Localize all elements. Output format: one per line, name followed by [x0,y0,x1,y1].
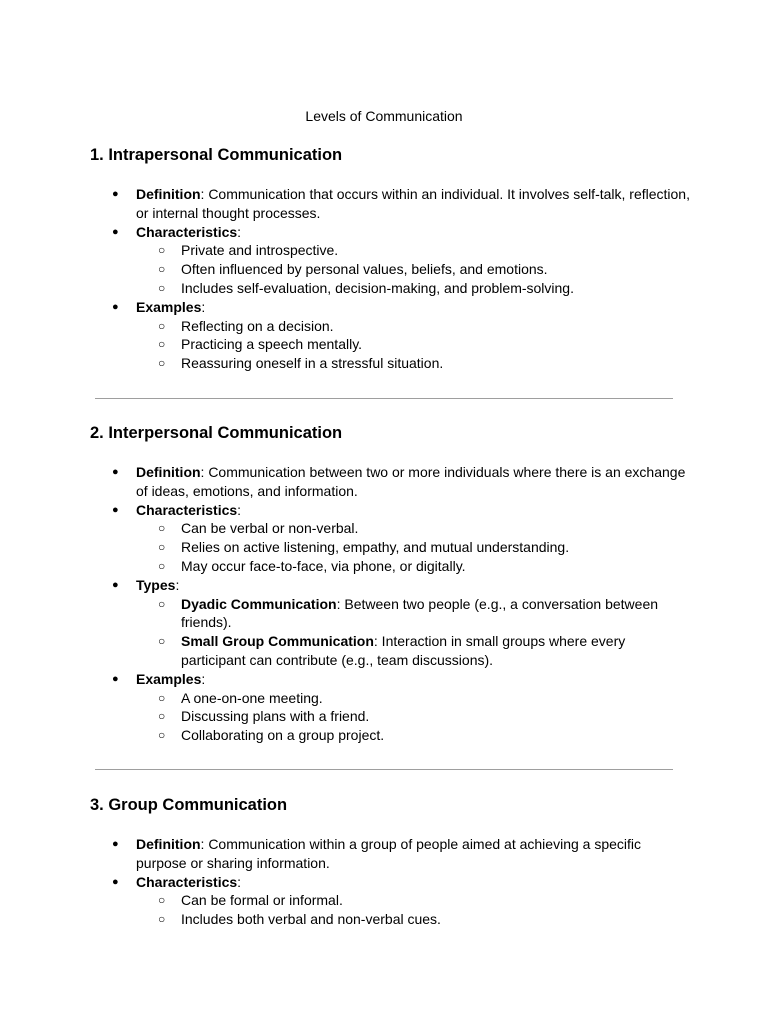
list-item [136,354,690,373]
list-item-definition [90,185,690,223]
characteristics-label: Characteristics [136,873,238,890]
section-interpersonal [90,422,690,745]
list-item-characteristics [90,223,690,298]
sub-list [136,519,690,575]
types-label: Types [136,576,176,593]
circle-bullet-icon: ○ [158,521,166,536]
bullet-icon: ● [112,578,119,591]
section-group [90,794,690,929]
bullet-icon: ● [112,672,119,685]
circle-bullet-icon: ○ [158,337,166,352]
circle-bullet-icon: ○ [158,262,166,277]
bullet-list [90,835,690,929]
circle-bullet-icon: ○ [158,540,166,555]
examples-label: Examples [136,298,202,315]
bullet-list [90,185,690,373]
sub-list [136,689,690,745]
characteristics-label: Characteristics [136,501,238,518]
characteristics-label: Characteristics [136,223,238,240]
circle-bullet-icon: ○ [158,709,166,724]
item-text: May occur face-to-face, via phone, or digitally. [181,557,466,574]
label-colon: : [237,223,242,240]
circle-bullet-icon: ○ [158,728,166,743]
item-text: Can be verbal or non-verbal. [181,520,359,537]
sub-list [136,317,690,373]
list-item-examples [90,298,690,373]
circle-bullet-icon: ○ [158,558,166,573]
list-item-examples [90,670,690,745]
item-text: : Interaction in small groups where every participant can contribute (e.g., team discussions). [181,633,626,668]
item-text: A one-on-one meeting. [181,689,323,706]
definition-text: : Communication within a group of people aimed at achieving a specific purpose or sharing information. [136,836,642,871]
item-text: Can be formal or informal. [181,892,343,909]
list-item [136,260,690,279]
examples-label: Examples [136,670,202,687]
section-heading: 1. Intrapersonal Communication [90,146,343,164]
item-text: Often influenced by personal values, beliefs, and emotions. [181,261,548,278]
sub-list [136,241,690,297]
definition-label: Definition [136,464,201,480]
circle-bullet-icon: ○ [158,893,166,908]
sub-list [136,891,690,929]
item-text: Collaborating on a group project. [181,727,385,744]
horizontal-divider [95,769,673,770]
list-item [136,241,690,260]
definition-text: : Communication that occurs within an individual. It involves self-talk, reflection, or internal thought processes. [136,186,690,221]
item-text: Practicing a speech mentally. [181,336,363,353]
circle-bullet-icon: ○ [158,243,166,258]
circle-bullet-icon: ○ [158,356,166,371]
circle-bullet-icon: ○ [158,634,166,649]
list-item [136,726,690,745]
bullet-icon: ● [112,838,119,850]
section-heading: 2. Interpersonal Communication [90,424,343,442]
list-item-definition [90,463,690,501]
list-item [136,595,690,633]
list-item-definition [90,835,690,873]
circle-bullet-icon: ○ [158,318,166,333]
type-label: Dyadic Communication [181,595,337,612]
bullet-icon: ● [112,188,119,200]
document-title: Levels of Communication [305,108,463,124]
circle-bullet-icon: ○ [158,912,166,927]
item-text: Discussing plans with a friend. [181,708,370,725]
item-text: Reflecting on a decision. [181,317,334,334]
item-text: Relies on active listening, empathy, and mutual understanding. [181,539,570,556]
item-text: : Between two people (e.g., a conversation between friends). [181,595,659,631]
bullet-list [90,463,690,745]
item-text: Includes both verbal and non-verbal cues. [181,911,441,928]
list-item [136,707,690,726]
definition-text: : Communication between two or more individuals where there is an exchange of ideas, emotions, and information. [136,464,686,499]
type-label: Small Group Communication [181,633,374,650]
label-colon: : [237,501,242,518]
list-item-characteristics [90,873,690,929]
list-item [136,557,690,576]
list-item-characteristics [90,501,690,576]
item-text: Includes self-evaluation, decision-making, and problem-solving. [181,279,574,296]
label-colon: : [237,873,242,890]
list-item [136,632,690,670]
circle-bullet-icon: ○ [158,280,166,295]
circle-bullet-icon: ○ [158,596,166,611]
section-intrapersonal [90,144,690,373]
list-item [136,317,690,336]
bullet-icon: ● [112,875,119,888]
list-item-types [90,576,690,670]
bullet-icon: ● [112,466,119,478]
list-item [136,891,690,910]
bullet-icon: ● [112,503,119,516]
item-text: Reassuring oneself in a stressful situation. [181,355,444,372]
definition-label: Definition [136,836,201,852]
bullet-icon: ● [112,300,119,313]
sub-list [136,595,690,670]
circle-bullet-icon: ○ [158,690,166,705]
list-item [136,519,690,538]
list-item [136,689,690,708]
list-item [136,335,690,354]
bullet-icon: ● [112,225,119,238]
item-text: Private and introspective. [181,242,339,259]
list-item [136,279,690,298]
section-heading: 3. Group Communication [90,796,288,814]
list-item [136,538,690,557]
label-colon: : [201,670,206,687]
list-item [136,910,690,929]
label-colon: : [175,576,180,593]
definition-label: Definition [136,186,201,202]
horizontal-divider [95,398,673,399]
label-colon: : [201,298,206,315]
